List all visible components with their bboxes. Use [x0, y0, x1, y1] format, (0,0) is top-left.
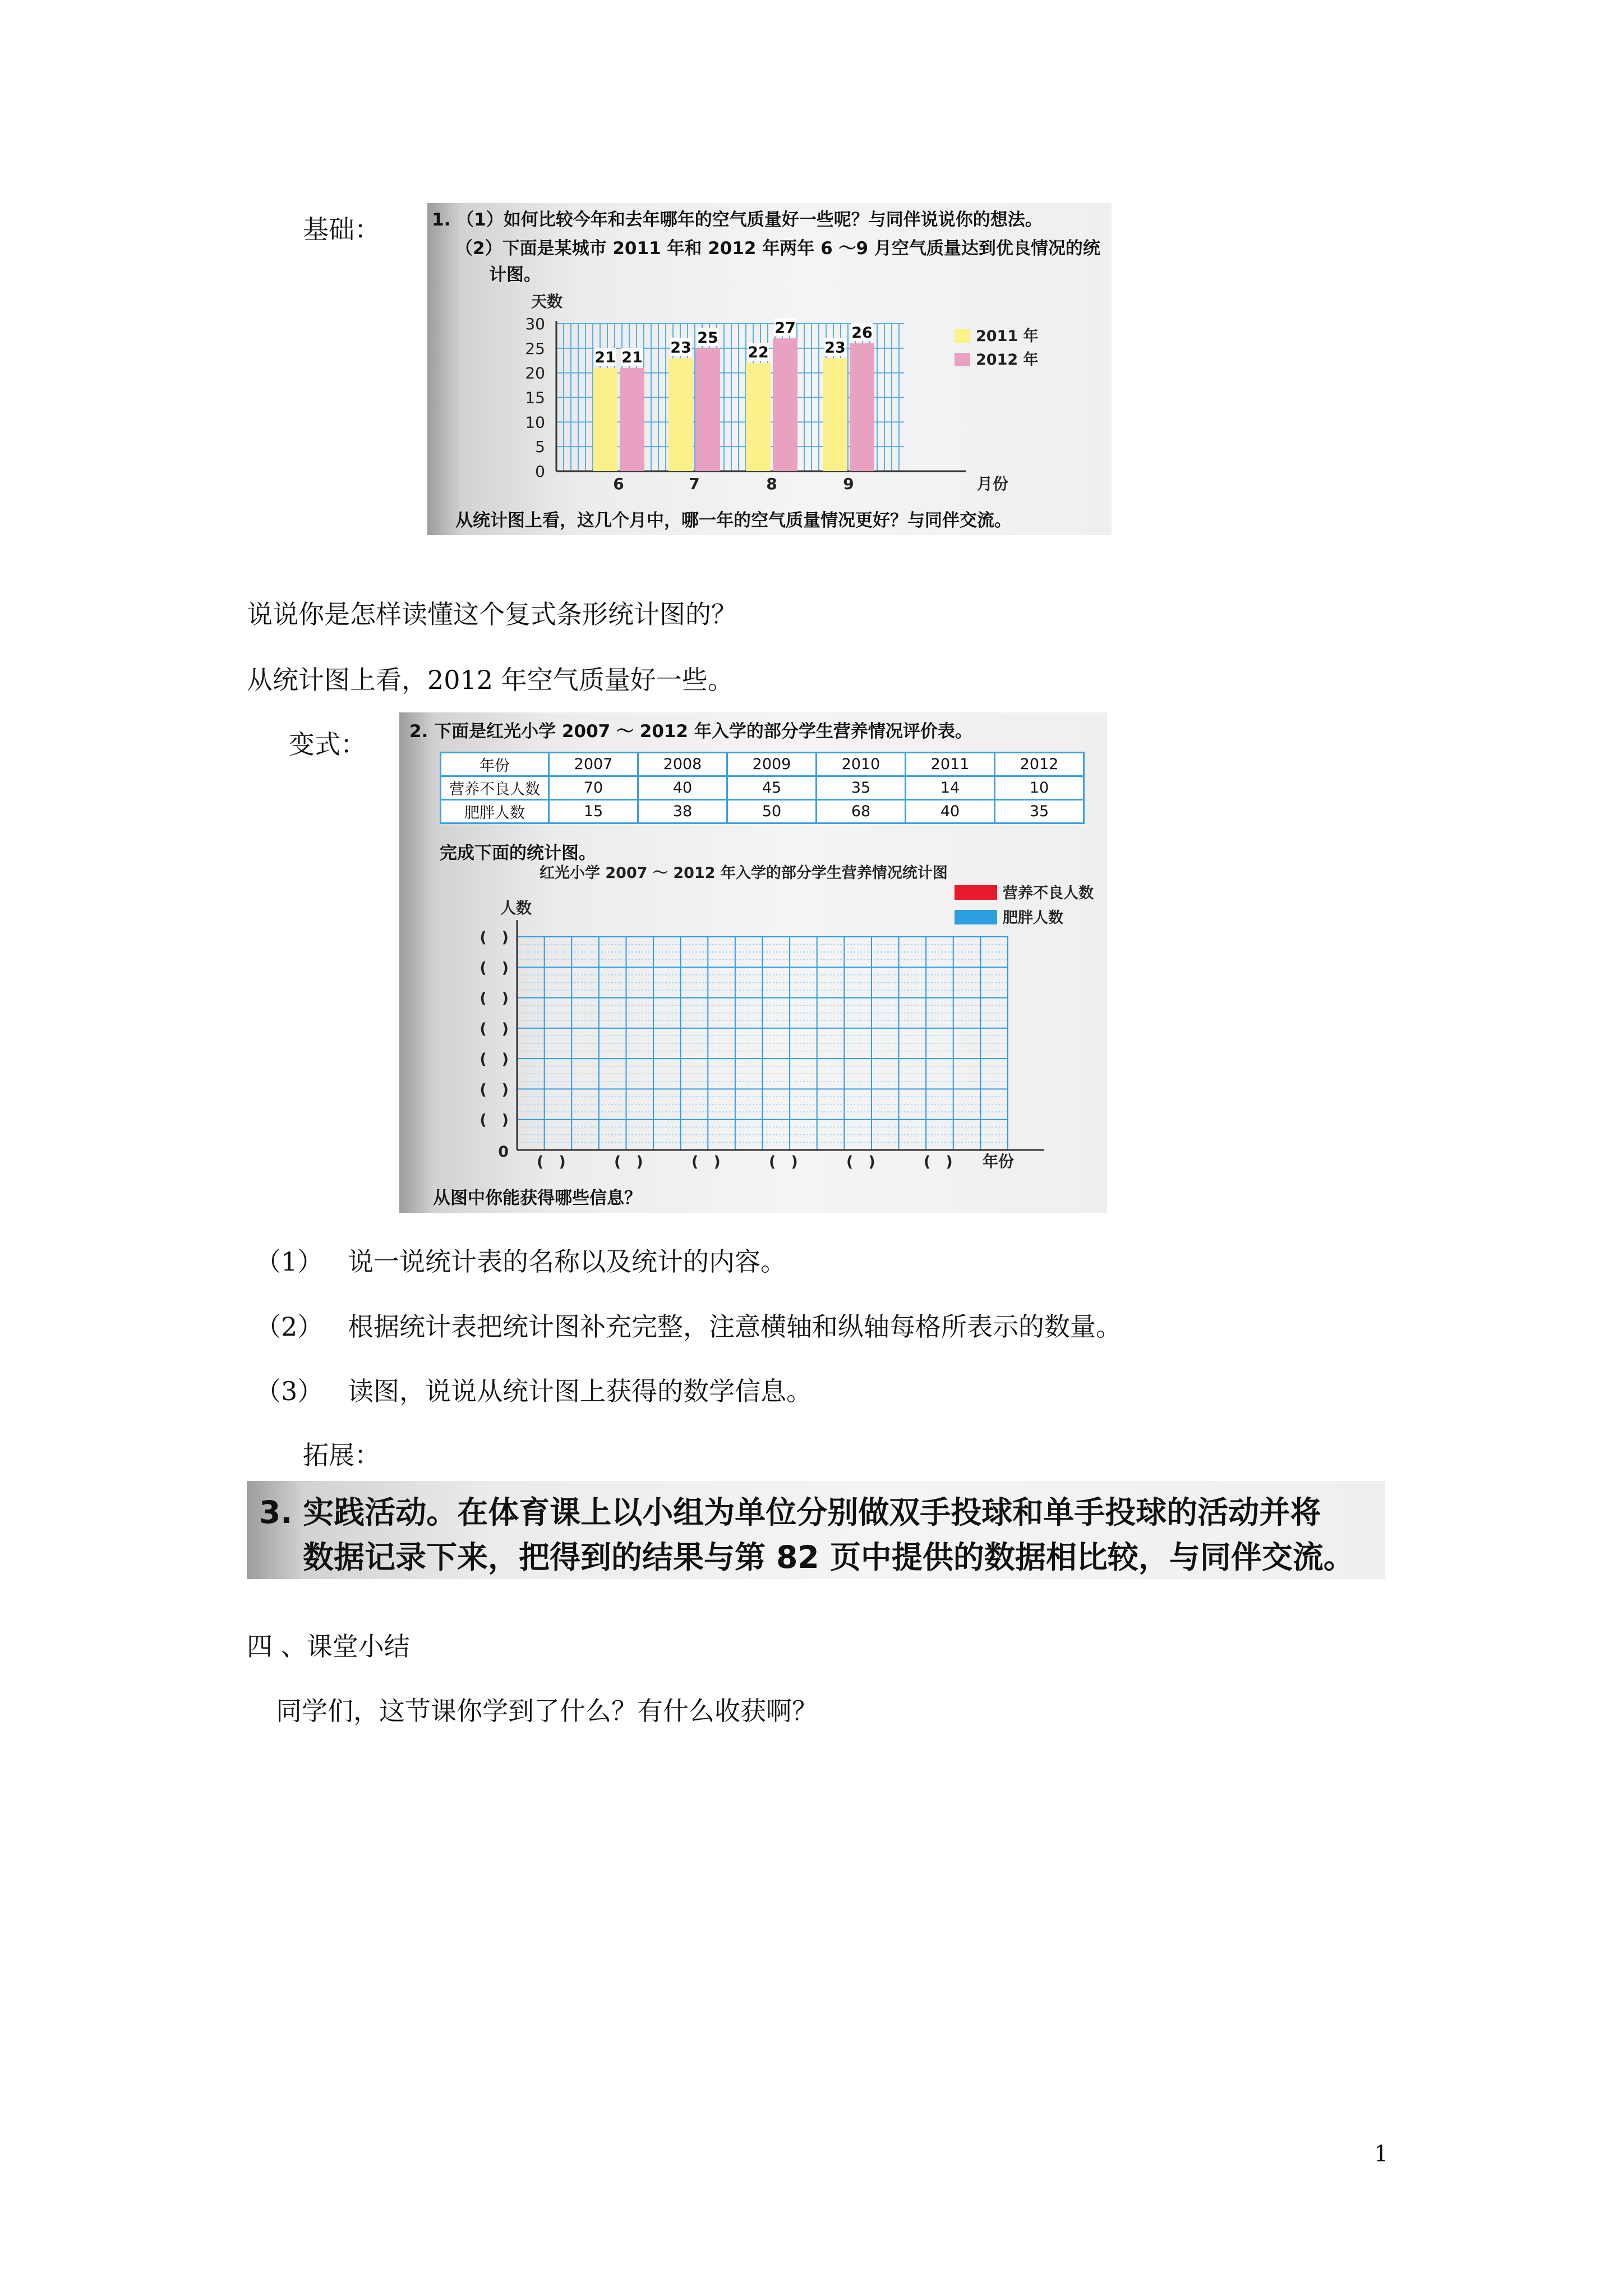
x-tick-label: 8	[766, 475, 777, 493]
data-label: 23	[670, 339, 691, 357]
y-tick-label: 0	[535, 462, 545, 481]
y-tick-label: 20	[525, 364, 545, 383]
x-tick-label: ( )	[846, 1153, 875, 1171]
data-label: 26	[851, 324, 873, 342]
legend-label: 肥胖人数	[1003, 909, 1063, 927]
x-axis-label: 年份	[983, 1152, 1015, 1171]
y-tick-label: 10	[525, 413, 545, 432]
table-header-cell: 2008	[638, 753, 727, 776]
table-cell: 35	[817, 776, 906, 800]
bar	[620, 368, 644, 471]
nutrition-bar-chart-blank	[399, 712, 1107, 1213]
bar	[850, 343, 874, 471]
table-header-cell: 2012	[995, 753, 1084, 776]
legend-label: 2012 年	[976, 351, 1039, 369]
q1-line1: 1. （1）如何比较今年和去年哪年的空气质量好一些呢？与同伴说说你的想法。	[432, 210, 1043, 230]
chart-title: 红光小学 2007 ～ 2012 年入学的部分学生营养情况统计图	[540, 864, 948, 882]
legend-label: 2011 年	[976, 328, 1039, 345]
read-question: 说说你是怎样读懂这个复式条形统计图的？	[247, 599, 737, 629]
table-cell: 10	[995, 776, 1084, 800]
y-tick-label: 5	[535, 438, 545, 457]
x-tick-label: 7	[689, 475, 700, 493]
y-tick-label: ( )	[479, 1081, 509, 1099]
legend-swatch	[955, 910, 997, 924]
table-cell: 45	[727, 776, 817, 800]
summary-text: 同学们，这节课你学到了什么？有什么收获啊？	[276, 1696, 818, 1726]
table-cell: 68	[817, 800, 906, 823]
page-number: 1	[1374, 2141, 1389, 2167]
x-tick-label: ( )	[769, 1153, 798, 1171]
y-tick-label: 0	[498, 1143, 509, 1161]
x-tick-label: ( )	[691, 1153, 721, 1171]
bar	[695, 348, 720, 471]
bar	[593, 368, 617, 471]
table-cell: 50	[727, 800, 817, 823]
legend-swatch	[955, 329, 970, 343]
q1-footer: 从统计图上看，这几个月中，哪一年的空气质量情况更好？与同伴交流。	[455, 510, 1012, 531]
legend-swatch	[955, 353, 970, 366]
table-header-cell: 2007	[549, 753, 638, 776]
q2-figure	[399, 712, 1107, 1213]
data-label: 23	[824, 339, 846, 357]
table-cell: 肥胖人数	[441, 800, 549, 823]
x-tick-label: ( )	[924, 1153, 953, 1171]
y-tick-label: ( )	[479, 990, 509, 1007]
y-tick-label: ( )	[479, 959, 509, 977]
data-label: 21	[594, 348, 616, 366]
table-cell: 70	[549, 776, 638, 800]
x-tick-label: 6	[613, 475, 624, 493]
legend-label: 营养不良人数	[1003, 885, 1094, 902]
table-header-cell: 2009	[727, 753, 817, 776]
q2-footer: 从图中你能获得哪些信息？	[433, 1188, 642, 1208]
legend-swatch	[955, 885, 997, 900]
step-1-number: （1）	[255, 1246, 324, 1277]
read-answer: 从统计图上看，2012 年空气质量好一些。	[247, 665, 734, 695]
air-quality-bar-chart	[427, 203, 1112, 535]
x-tick-label: 9	[843, 475, 854, 493]
summary-heading: 四 、课堂小结	[247, 1631, 410, 1662]
y-tick-label: 15	[525, 388, 545, 407]
q2-title: 2. 下面是红光小学 2007 ～ 2012 年入学的部分学生营养情况评价表。	[409, 721, 972, 742]
data-label: 27	[774, 319, 796, 337]
q1-line3: 计图。	[489, 265, 541, 285]
q1-figure	[427, 203, 1112, 535]
step-3-number: （3）	[255, 1376, 324, 1406]
extend-label: 拓展：	[303, 1440, 380, 1470]
basic-label: 基础：	[303, 214, 380, 245]
q3-line1: 3. 实践活动。在体育课上以小组为单位分别做双手投球和单手投球的活动并将	[259, 1494, 1321, 1530]
step-2-text: 根据统计表把统计图补充完整，注意横轴和纵轴每格所表示的数量。	[348, 1312, 1122, 1342]
data-label: 22	[748, 344, 769, 362]
x-axis-label: 月份	[977, 475, 1009, 493]
table-cell: 15	[549, 800, 638, 823]
x-tick-label: ( )	[537, 1153, 566, 1171]
table-header-cell: 2011	[906, 753, 995, 776]
y-tick-label: 25	[525, 339, 545, 358]
bar	[668, 358, 693, 471]
table-cell: 营养不良人数	[441, 776, 549, 800]
bar	[823, 358, 847, 471]
x-tick-label: ( )	[614, 1153, 643, 1171]
y-tick-label: 30	[525, 315, 545, 333]
y-tick-label: ( )	[479, 1051, 509, 1069]
q3-line2: 数据记录下来，把得到的结果与第 82 页中提供的数据相比较，与同伴交流。	[303, 1539, 1354, 1575]
variant-label: 变式：	[289, 729, 366, 760]
table-cell: 14	[906, 776, 995, 800]
bar	[746, 363, 771, 471]
table-cell: 35	[995, 800, 1084, 823]
q2-complete-instruction: 完成下面的统计图。	[440, 843, 596, 863]
q1-line2: （2）下面是某城市 2011 年和 2012 年两年 6 ～9 月空气质量达到优良情况的统	[455, 238, 1100, 259]
table-cell: 38	[638, 800, 727, 823]
step-3-text: 读图，说说从统计图上获得的数学信息。	[348, 1376, 812, 1406]
step-2-number: （2）	[255, 1312, 324, 1342]
table-header-cell: 2010	[817, 753, 906, 776]
table-cell: 40	[906, 800, 995, 823]
data-label: 21	[621, 348, 643, 366]
q3-figure	[247, 1481, 1385, 1579]
table-cell: 40	[638, 776, 727, 800]
bar	[773, 338, 797, 471]
data-label: 25	[697, 329, 718, 347]
step-1-text: 说一说统计表的名称以及统计的内容。	[348, 1246, 786, 1277]
y-tick-label: ( )	[479, 929, 509, 946]
table-header-cell: 年份	[441, 753, 549, 776]
y-tick-label: ( )	[479, 1020, 509, 1038]
y-axis-label: 天数	[531, 292, 563, 311]
y-tick-label: ( )	[479, 1111, 509, 1129]
y-axis-label: 人数	[500, 899, 532, 917]
